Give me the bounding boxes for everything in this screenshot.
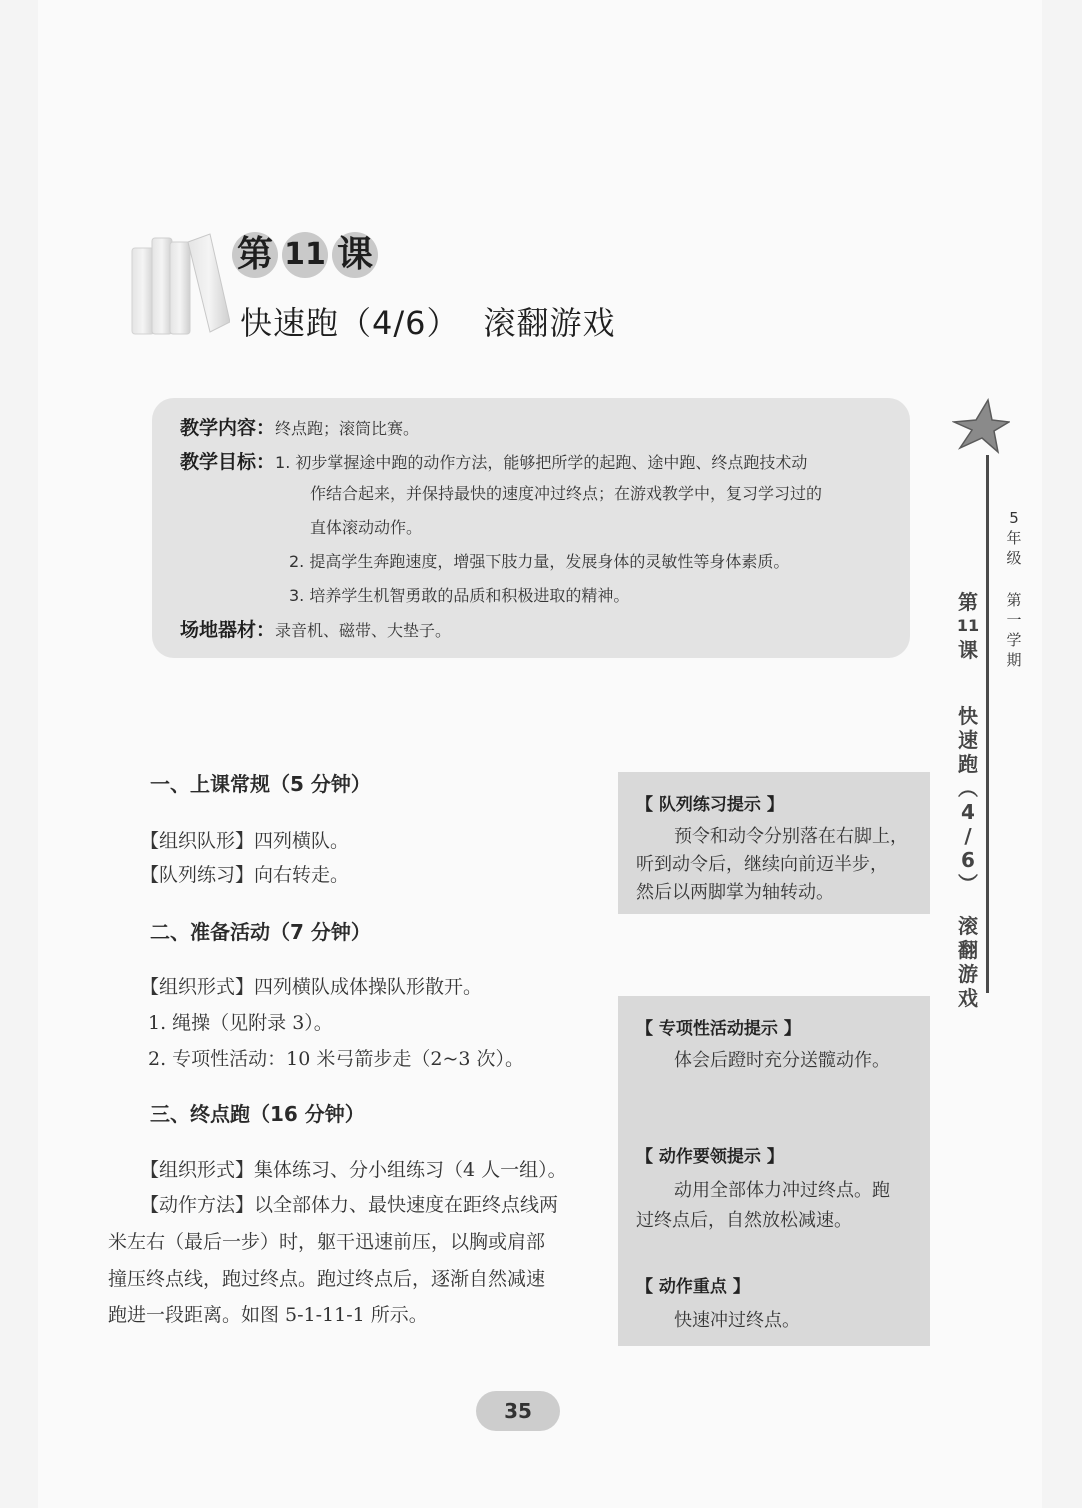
section-1-line-1: 【组织队形】四列横队。 bbox=[140, 830, 350, 852]
tip-technique-line-2: 过终点后，自然放松减速。 bbox=[636, 1210, 852, 1231]
tip-formation-line-2: 听到动令后，继续向前迈半步， bbox=[636, 854, 888, 875]
objectives-box bbox=[152, 398, 910, 658]
vertical-lesson-title: 第 11 课 快 速 跑 ︵ 4 / 6 ︶ 滚 翻 游 戏 bbox=[956, 590, 980, 1010]
page-number: 35 bbox=[476, 1391, 560, 1431]
tip-column bbox=[618, 996, 930, 1346]
section-2-line-2: 1. 绳操（见附录 3）。 bbox=[148, 1012, 333, 1034]
section-3-line-5: 跑进一段距离。如图 5-1-11-1 所示。 bbox=[108, 1304, 428, 1326]
teaching-goals-label: 教学目标： bbox=[180, 451, 276, 473]
section-2-line-3: 2. 专项性活动：10 米弓箭步走（2~3 次）。 bbox=[148, 1048, 525, 1070]
section-1-line-2: 【队列练习】向右转走。 bbox=[140, 864, 350, 886]
term-text: 第 一 学 期 bbox=[1006, 591, 1022, 669]
strip-divider bbox=[986, 455, 989, 993]
teaching-content-value: 终点跑；滚筒比赛。 bbox=[275, 419, 420, 438]
grade-text: 5 年 级 bbox=[1006, 509, 1022, 567]
goal1-line1: 1. 初步掌握途中跑的动作方法，能够把所学的起跑、途中跑、终点跑技术动 bbox=[275, 453, 808, 472]
section-2-line-1: 【组织形式】四列横队成体操队形散开。 bbox=[140, 976, 483, 998]
section-3-line-3: 米左右（最后一步）时，躯干迅速前压，以胸或肩部 bbox=[108, 1231, 546, 1253]
tip-key-point-line-1: 快速冲过终点。 bbox=[674, 1310, 800, 1331]
lesson-ke-badge: 课 bbox=[332, 232, 378, 278]
goal3: 3. 培养学生机智勇敢的品质和积极进取的精神。 bbox=[289, 586, 630, 605]
section-2-heading: 二、准备活动（7 分钟） bbox=[150, 920, 371, 944]
teaching-content-row bbox=[180, 418, 419, 439]
section-1-heading: 一、上课常规（5 分钟） bbox=[150, 772, 371, 796]
section-3-line-4: 撞压终点线，跑过终点。跑过终点后，逐渐自然减速 bbox=[108, 1268, 546, 1290]
tip-formation-line-1: 预令和动令分别落在右脚上， bbox=[674, 826, 908, 847]
tip-technique-heading: 【 动作要领提示 】 bbox=[636, 1147, 784, 1167]
tip-formation-line-3: 然后以两脚掌为轴转动。 bbox=[636, 882, 834, 903]
section-3-line-2: 【动作方法】以全部体力、最快速度在距终点线两 bbox=[140, 1194, 559, 1216]
lesson-title bbox=[240, 298, 616, 344]
tip-formation bbox=[618, 772, 930, 914]
tip-formation-heading: 【 队列练习提示 】 bbox=[636, 795, 784, 815]
lesson-title-sub: 滚翻游戏 bbox=[483, 304, 616, 342]
teaching-content-label: 教学内容： bbox=[180, 417, 276, 439]
goal1-line2: 作结合起来，并保持最快的速度冲过终点；在游戏教学中，复习学习过的 bbox=[310, 484, 823, 503]
goal1-line3: 直体滚动动作。 bbox=[310, 518, 423, 537]
lesson-number bbox=[232, 232, 378, 278]
lesson-title-main: 快速跑（4/6） bbox=[240, 304, 460, 342]
equipment-value: 录音机、磁带、大垫子。 bbox=[275, 621, 452, 640]
goal2: 2. 提高学生奔跑速度，增强下肢力量，发展身体的灵敏性等身体素质。 bbox=[289, 552, 790, 571]
lesson-di-badge: 第 bbox=[232, 232, 278, 278]
tip-special-heading: 【 专项性活动提示 】 bbox=[636, 1019, 801, 1039]
lesson-number-badge: 11 bbox=[282, 232, 328, 278]
equipment-row bbox=[180, 620, 451, 641]
section-3-heading: 三、终点跑（16 分钟） bbox=[150, 1102, 365, 1126]
tip-technique-line-1: 动用全部体力冲过终点。跑 bbox=[674, 1180, 890, 1201]
teaching-goals-row bbox=[180, 452, 807, 473]
tip-key-point-heading: 【 动作重点 】 bbox=[636, 1277, 750, 1297]
star-icon bbox=[952, 398, 1010, 456]
section-3-line-1: 【组织形式】集体练习、分小组练习（4 人一组）。 bbox=[140, 1159, 567, 1181]
tip-special-line-1: 体会后蹬时充分送髋动作。 bbox=[674, 1050, 890, 1071]
equipment-label: 场地器材： bbox=[180, 619, 276, 641]
books-illustration bbox=[130, 228, 230, 338]
